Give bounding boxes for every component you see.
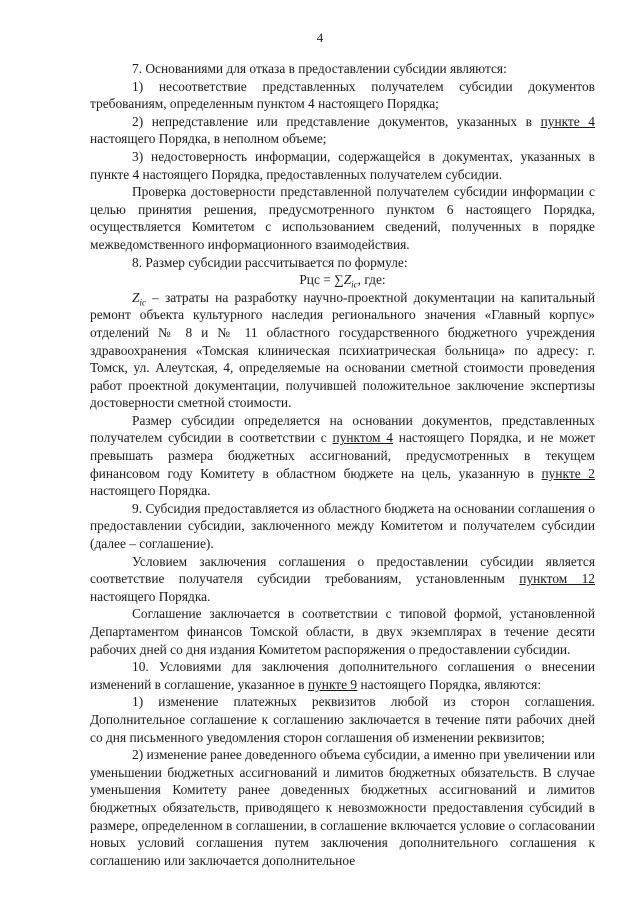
- document-body: [90, 60, 595, 869]
- paragraph-7-item-3: 3) недостоверность информации, содержащейся в документах, указанных в пункте 4 настоящего Порядка, предоставленных получателем субсидии.: [90, 148, 595, 182]
- paragraph-condition: [90, 553, 595, 606]
- paragraph-7: 7. Основаниями для отказа в предоставлении субсидии являются:: [132, 61, 507, 76]
- formula-left: Рцс =: [299, 272, 335, 288]
- text-run: 2) непредставление или представление документов, указанных в: [132, 113, 541, 129]
- paragraph-subsidy-size: [90, 412, 595, 500]
- link-punkt-2[interactable]: пункте 2: [541, 465, 595, 481]
- zic-symbol: Z: [132, 289, 140, 305]
- text-run: настоящего Порядка, и не может превышать размера бюджетных ассигнований, предусмотренных в текущем финансовом году Комитету в областном бюджете на цель, указанную в: [90, 430, 595, 481]
- paragraph-10-item-1: 1) изменение платежных реквизитов любой из сторон соглашения. Дополнительное соглашение к соглашению заключается в течение пяти рабочих дней со дня письменного уведомления сторон соглашения об изменении реквизитов;: [90, 694, 595, 745]
- text-run: – затраты на разработку научно-проектной документации на капитальный ремонт объекта культурного наследия регионального значения «Главный корпус» отделений № 8 и № 11 областного государственного бюджетного учреждения здравоохранения «Томская клиническая психиатрическая больница» по адресу: г. Томск, ул. Алеутская, 4, определяемые на основании сметной стоимости проведения работ проектной документации, получившей положительное заключение экспертизы достоверности сметной стоимости.: [90, 289, 595, 411]
- page-number: 4: [316, 30, 324, 45]
- link-punkt-12[interactable]: пунктом 12: [519, 571, 595, 587]
- link-punkt-4[interactable]: пункте 4: [540, 113, 595, 129]
- paragraph-10: [90, 658, 595, 693]
- paragraph-9: 9. Субсидия предоставляется из областного бюджета на основании соглашения о предоставлении субсидии, заключенного между Комитетом и получателем субсидии (далее – соглашение).: [90, 500, 595, 552]
- formula-sum: ∑Z: [334, 272, 352, 288]
- paragraph-8: 8. Размер субсидии рассчитывается по формуле:: [132, 254, 408, 270]
- zic-subscript: ic: [139, 297, 146, 308]
- text-run: настоящего Порядка, являются:: [357, 676, 542, 692]
- paragraph-7-item-1: 1) несоответствие представленных получателем субсидии документов требованиям, определенным пунктом 4 настоящего Порядка;: [90, 78, 595, 112]
- paragraph-7-item-2: [90, 113, 595, 148]
- formula-right: , где:: [357, 272, 386, 288]
- formula-subscript: ic: [351, 279, 358, 290]
- paragraph-agreement: Соглашение заключается в соответствии с типовой формой, установленной Департаментом финансов Томской области, в двух экземплярах в течение десяти рабочих дней со дня издания Комитетом распоряжения о предоставлении субсидии.: [90, 606, 595, 657]
- text-run: Размер субсидии определяется на основании документов, представленных получателем субсидии в соответствии с: [90, 412, 595, 446]
- formula: [90, 271, 595, 289]
- paragraph-10-item-2: 2) изменение ранее доведенного объема субсидии, а именно при увеличении или уменьшении бюджетных ассигнований и лимитов бюджетных обязательств. В случае уменьшения Комитету ранее доведенных бюджетных ассигнований и лимитов бюджетных обязательств, приводящего к невозможности предоставления субсидий в размере, определенном в соглашении, в соглашение включается условие о согласовании новых условий соглашения путем заключения дополнительного соглашения к соглашению или заключается дополнительное: [90, 747, 595, 868]
- paragraph-verification: Проверка достоверности представленной получателем субсидии информации с целью принятия решения, предусмотренного пунктом 6 настоящего Порядка, осуществляется Комитетом с использованием сведений, полученных в порядке межведомственного информационного взаимодействия.: [90, 184, 595, 252]
- link-punkt-4[interactable]: пунктом 4: [332, 430, 393, 446]
- text-run: настоящего Порядка, в неполном объеме;: [90, 131, 327, 147]
- text-run: настоящего Порядка.: [90, 588, 211, 604]
- link-punkt-9[interactable]: пункте 9: [307, 676, 358, 692]
- text-run: Условием заключения соглашения о предоставлении субсидии является соответствие получателя субсидии требованиям, установленным: [90, 553, 595, 587]
- paragraph-zic-definition: [90, 289, 595, 412]
- text-run: 10. Условиями для заключения дополнительного соглашения о внесении изменений в соглашение, указанное в: [90, 659, 595, 692]
- text-run: настоящего Порядка.: [90, 483, 211, 499]
